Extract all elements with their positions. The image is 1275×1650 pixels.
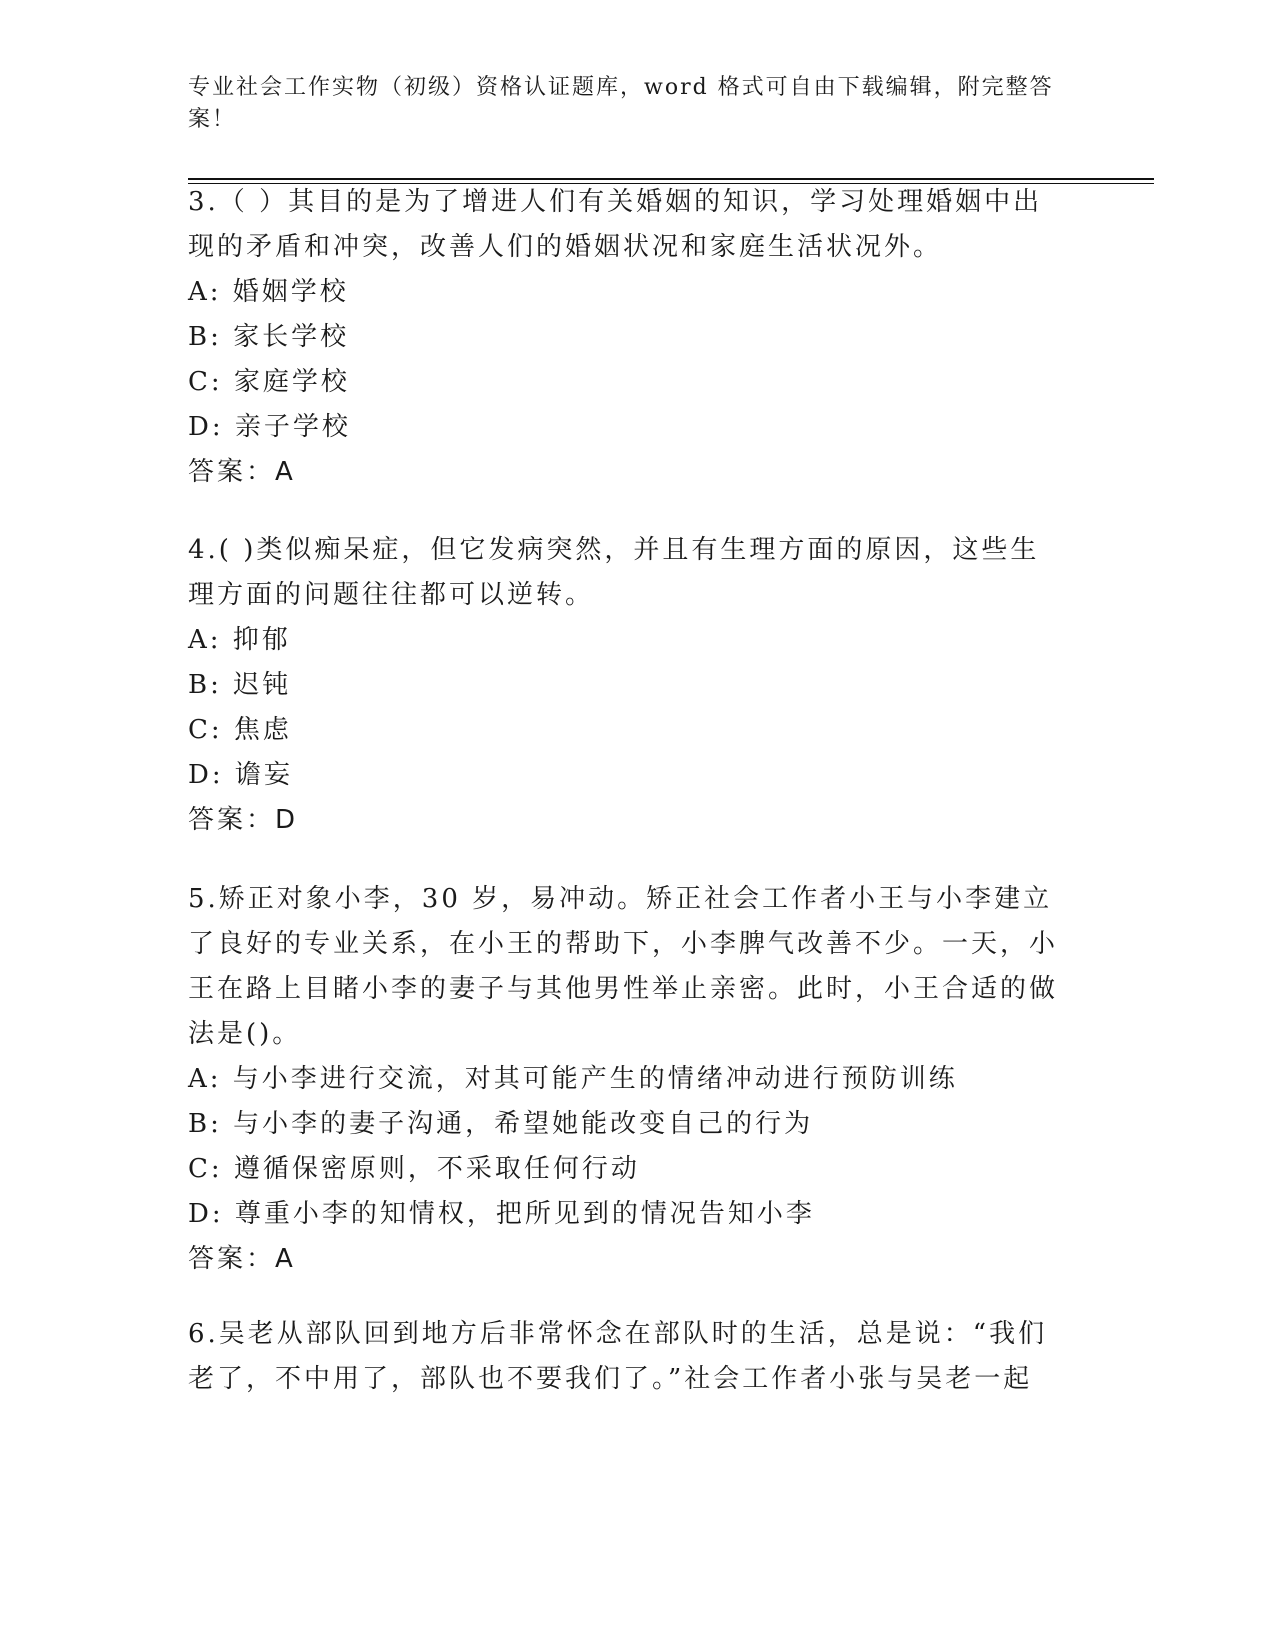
option-a: A: 与小李进行交流，对其可能产生的情绪冲动进行预防训练: [188, 1064, 958, 1094]
answer-line: 答案：D: [188, 805, 299, 835]
question-stem: 3.（ ）其目的是为了增进人们有关婚姻的知识，学习处理婚姻中出现的矛盾和冲突，改善人们的婚姻状况和家庭生活状况外。: [188, 187, 1043, 262]
answer-line: 答案：A: [188, 1244, 296, 1274]
option-b: B: 迟钝: [188, 670, 292, 700]
question-stem: 5.矫正对象小李，30 岁，易冲动。矫正社会工作者小王与小李建立了良好的专业关系，在小王的帮助下，小李脾气改善不少。一天，小王在路上目睹小李的妻子与其他男性举止亲密。此时，小王合适的做法是()。: [188, 884, 1059, 1049]
option-c: C: 家庭学校: [188, 367, 350, 397]
answer-line: 答案：A: [188, 457, 296, 487]
question-5: [188, 877, 1068, 1282]
question-3: [188, 180, 1068, 495]
question-4: [188, 528, 1068, 843]
option-a: A: 抑郁: [188, 625, 291, 655]
option-c: C: 焦虑: [188, 715, 292, 745]
option-c: C: 遵循保密原则，不采取任何行动: [188, 1154, 640, 1184]
option-d: D: 尊重小李的知情权，把所见到的情况告知小李: [188, 1199, 815, 1229]
question-stem: 6.吴老从部队回到地方后非常怀念在部队时的生活，总是说：“我们老了，不中用了，部队也不要我们了。”社会工作者小张与吴老一起: [188, 1319, 1048, 1394]
document-header: 专业社会工作实物（初级）资格认证题库，word 格式可自由下载编辑，附完整答案！: [188, 75, 1054, 132]
option-a: A: 婚姻学校: [188, 277, 349, 307]
option-b: B: 家长学校: [188, 322, 350, 352]
option-d: D: 谵妄: [188, 760, 293, 790]
question-stem: 4.( )类似痴呆症，但它发病突然，并且有生理方面的原因，这些生理方面的问题往往都可以逆转。: [188, 535, 1040, 610]
option-d: D: 亲子学校: [188, 412, 351, 442]
question-6: [188, 1312, 1068, 1402]
option-b: B: 与小李的妻子沟通，希望她能改变自己的行为: [188, 1109, 814, 1139]
